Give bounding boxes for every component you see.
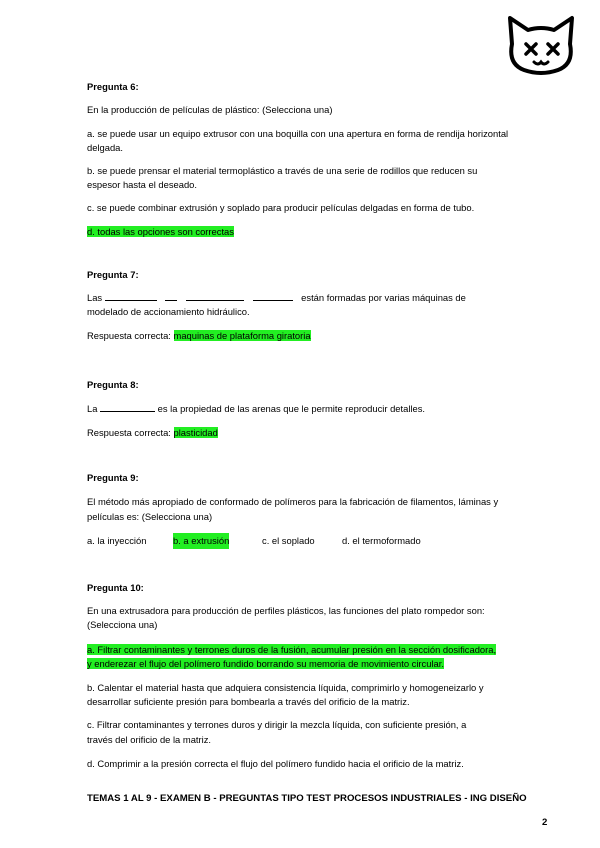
q8-suffix: es la propiedad de las arenas que le permite reproducir detalles. [157, 403, 426, 414]
q9-option-b-correct: b. a extrusión [173, 533, 229, 549]
q7-answer-text: maquinas de plataforma giratoria [173, 330, 311, 341]
q9-option-c: c. el soplado [262, 535, 315, 546]
q10-title: Pregunta 10: [87, 582, 144, 593]
q7-prefix: Las [87, 292, 103, 303]
q6-option-b-line1: b. se puede prensar el material termoplástico a través de una serie de rodillos que reducen su [87, 165, 478, 176]
q10-prompt-line2: (Selecciona una) [87, 619, 158, 630]
q8-answer-label: Respuesta correcta: [87, 427, 171, 438]
blank-1 [105, 291, 157, 301]
blank-4 [253, 291, 293, 301]
page-footer: TEMAS 1 AL 9 - EXAMEN B - PREGUNTAS TIPO TEST PROCESOS INDUSTRIALES - ING DISEÑO [87, 793, 527, 804]
q6-option-d-text: d. todas las opciones son correctas [87, 226, 234, 237]
q9-title: Pregunta 9: [87, 472, 139, 483]
q10-option-b-line1: b. Calentar el material hasta que adquiera consistencia líquida, comprimirlo y homogeneizarlo y [87, 682, 484, 693]
q7-suffix: están formadas por varias máquinas de [301, 292, 466, 303]
blank [100, 402, 155, 412]
blank-2 [165, 291, 177, 301]
q9-option-d: d. el termoformado [342, 535, 421, 546]
q6-option-a-line2: delgada. [87, 142, 123, 153]
q6-option-d-correct [87, 224, 557, 240]
q6-title: Pregunta 6: [87, 81, 139, 92]
q8-answer [87, 425, 557, 441]
q10-option-b-line2: desarrollar suficiente presión para bombearla a través del orificio de la matriz. [87, 696, 410, 707]
q10-option-c-line2: través del orificio de la matriz. [87, 734, 212, 745]
page-number: 2 [542, 817, 548, 828]
q10-option-a-line1-text: a. Filtrar contaminantes y terrones duros de la fusión, acumular presión en la sección dosificadora, [87, 644, 497, 655]
q10-option-a-line2-text: y enderezar el flujo del polímero fundido borrando su memoria de movimiento circular. [87, 658, 444, 669]
q10-option-c-line1: c. Filtrar contaminantes y terrones duros y dirigir la mezcla líquida, con suficiente presión, a [87, 719, 467, 730]
q6-option-a-line1: a. se puede usar un equipo extrusor con una boquilla con una apertura en forma de rendija horizontal [87, 128, 509, 139]
q10-option-d: d. Comprimir a la presión correcta el flujo del polímero fundido hacia el orificio de la matriz. [87, 758, 464, 769]
q7-title: Pregunta 7: [87, 269, 139, 280]
q9-prompt-line2: películas es: (Selecciona una) [87, 511, 213, 522]
q6-prompt: En la producción de películas de plástico: (Selecciona una) [87, 104, 333, 115]
q10-option-a-line2 [87, 656, 557, 672]
q6-option-c: c. se puede combinar extrusión y soplado para producir películas delgadas en forma de tubo. [87, 202, 475, 213]
q7-answer-label: Respuesta correcta: [87, 330, 171, 341]
q8-statement [87, 401, 557, 417]
q8-answer-text: plasticidad [173, 427, 218, 438]
q8-prefix: La [87, 403, 98, 414]
blank-3 [186, 291, 244, 301]
q8-title: Pregunta 8: [87, 379, 139, 390]
q9-option-a: a. la inyección [87, 535, 147, 546]
q7-statement-line2: modelado de accionamiento hidráulico. [87, 306, 250, 317]
q6-option-b-line2: espesor hasta el deseado. [87, 179, 197, 190]
q10-prompt-line1: En una extrusadora para producción de perfiles plásticos, las funciones del plato rompedor son: [87, 605, 485, 616]
q9-prompt-line1: El método más apropiado de conformado de polímeros para la fabricación de filamentos, láminas y [87, 496, 499, 507]
cat-face-logo [504, 14, 578, 76]
q7-answer [87, 328, 557, 344]
